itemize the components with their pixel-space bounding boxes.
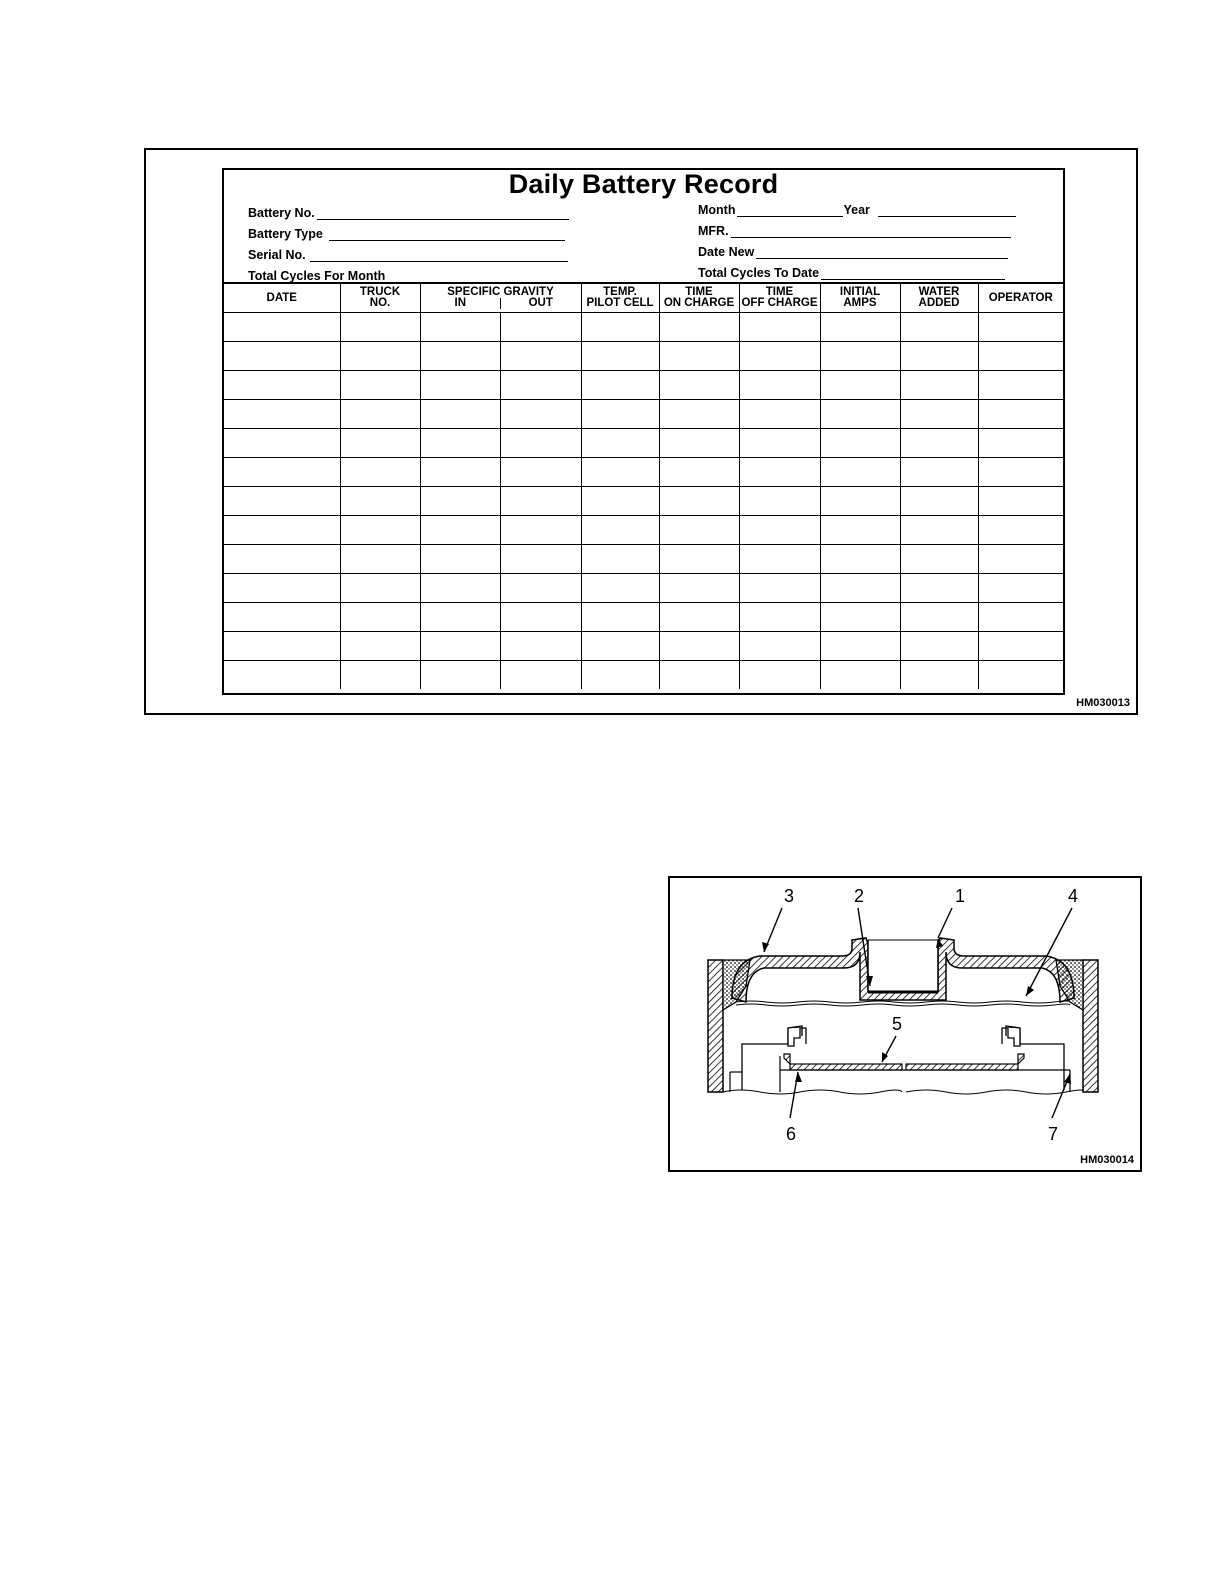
table-cell — [224, 632, 340, 661]
table-cell — [659, 487, 739, 516]
form-title: Daily Battery Record — [508, 169, 779, 199]
table-cell — [900, 313, 978, 342]
table-cell — [739, 661, 820, 690]
field-year: Year — [843, 203, 870, 217]
col-specific-gravity: SPECIFIC GRAVITY IN OUT — [420, 284, 581, 313]
table-cell — [900, 429, 978, 458]
table-cell — [820, 516, 900, 545]
field-mfr: MFR. — [698, 224, 1011, 238]
table-cell — [581, 313, 659, 342]
table-cell — [500, 487, 581, 516]
table-cell — [500, 371, 581, 400]
field-battery-no: Battery No. — [248, 206, 569, 220]
table-cell — [820, 632, 900, 661]
table-cell — [500, 429, 581, 458]
callout-3: 3 — [784, 886, 795, 906]
col-sg-out: OUT — [528, 297, 553, 309]
table-row — [224, 429, 1063, 458]
table-cell — [581, 429, 659, 458]
callout-6: 6 — [786, 1124, 797, 1144]
table-cell — [340, 400, 420, 429]
table-cell — [420, 516, 500, 545]
blank-line — [756, 257, 1008, 259]
table-body — [224, 313, 1063, 690]
table-row — [224, 313, 1063, 342]
table-cell — [900, 400, 978, 429]
table-cell — [739, 574, 820, 603]
table-cell — [739, 458, 820, 487]
table-cell — [420, 371, 500, 400]
table-cell — [820, 371, 900, 400]
blank-line — [731, 236, 1011, 238]
table-cell — [340, 342, 420, 371]
form-header — [224, 170, 1063, 284]
table-cell — [581, 574, 659, 603]
container-wall-left — [708, 960, 723, 1092]
table-cell — [340, 516, 420, 545]
table-cell — [978, 458, 1063, 487]
table-cell — [420, 458, 500, 487]
table-cell — [420, 487, 500, 516]
figure-code: HM030013 — [1076, 697, 1130, 709]
table-cell — [820, 661, 900, 690]
table-cell — [340, 313, 420, 342]
table-cell — [340, 487, 420, 516]
blank-line — [737, 215, 843, 217]
table-cell — [978, 516, 1063, 545]
table-cell — [659, 545, 739, 574]
table-cell — [420, 313, 500, 342]
field-battery-type: Battery Type — [248, 227, 565, 241]
table-cell — [224, 545, 340, 574]
blank-line — [390, 281, 562, 283]
blank-line — [329, 239, 565, 241]
table-cell — [900, 342, 978, 371]
cell-section-diagram — [670, 878, 1140, 1170]
table-cell — [500, 313, 581, 342]
table-cell — [224, 371, 340, 400]
table-cell — [420, 400, 500, 429]
table-cell — [659, 516, 739, 545]
col-sg-in: IN — [421, 298, 502, 309]
blank-line — [317, 218, 569, 220]
blank-line — [878, 215, 1016, 217]
table-row — [224, 487, 1063, 516]
table-cell — [659, 632, 739, 661]
table-cell — [224, 400, 340, 429]
table-cell — [820, 487, 900, 516]
table-cell — [978, 313, 1063, 342]
table-cell — [420, 603, 500, 632]
table-cell — [224, 429, 340, 458]
table-cell — [978, 429, 1063, 458]
callout-1: 1 — [955, 886, 966, 906]
table-cell — [900, 516, 978, 545]
table-cell — [340, 545, 420, 574]
blank-line — [821, 278, 1005, 280]
table-cell — [739, 313, 820, 342]
table-cell — [420, 661, 500, 690]
container-wall-right — [1083, 960, 1098, 1092]
col-operator: OPERATOR — [978, 284, 1063, 313]
table-cell — [581, 516, 659, 545]
table-cell — [820, 400, 900, 429]
field-total-cycles-month: Total Cycles For Month — [248, 269, 562, 283]
table-cell — [500, 574, 581, 603]
table-cell — [581, 342, 659, 371]
table-cell — [581, 632, 659, 661]
table-cell — [659, 429, 739, 458]
table-cell — [978, 400, 1063, 429]
table-cell — [900, 371, 978, 400]
table-cell — [820, 574, 900, 603]
table-cell — [420, 574, 500, 603]
table-cell — [978, 545, 1063, 574]
field-date-new: Date New — [698, 245, 1008, 259]
table-cell — [978, 342, 1063, 371]
table-cell — [581, 371, 659, 400]
table-row — [224, 545, 1063, 574]
table-cell — [340, 458, 420, 487]
table-header-row — [224, 284, 1063, 313]
table-cell — [500, 458, 581, 487]
table-cell — [739, 632, 820, 661]
table-cell — [820, 342, 900, 371]
battery-record-form — [222, 168, 1065, 695]
table-cell — [500, 516, 581, 545]
table-cell — [739, 342, 820, 371]
table-row — [224, 371, 1063, 400]
table-cell — [659, 400, 739, 429]
table-cell — [224, 342, 340, 371]
table-cell — [659, 661, 739, 690]
connector-strap-right — [906, 1064, 1018, 1070]
table-cell — [739, 487, 820, 516]
table-cell — [820, 545, 900, 574]
table-cell — [420, 429, 500, 458]
table-cell — [978, 371, 1063, 400]
table-cell — [900, 487, 978, 516]
table-cell — [340, 603, 420, 632]
table-cell — [224, 516, 340, 545]
table-cell — [500, 632, 581, 661]
table-cell — [739, 603, 820, 632]
electrolyte-level — [736, 1001, 1070, 1003]
table-cell — [659, 371, 739, 400]
table-cell — [820, 458, 900, 487]
col-water-added: WATER ADDED — [900, 284, 978, 313]
table-cell — [659, 458, 739, 487]
blank-line — [310, 260, 568, 262]
col-time-off-charge: TIME OFF CHARGE — [739, 284, 820, 313]
table-cell — [581, 458, 659, 487]
table-cell — [978, 574, 1063, 603]
table-cell — [340, 661, 420, 690]
callout-7: 7 — [1048, 1124, 1059, 1144]
table-cell — [340, 574, 420, 603]
field-total-cycles-to-date: Total Cycles To Date — [698, 266, 1005, 280]
callout-4: 4 — [1068, 886, 1079, 906]
table-cell — [659, 342, 739, 371]
table-cell — [659, 313, 739, 342]
callout-2: 2 — [854, 886, 865, 906]
connector-strap-left — [790, 1064, 902, 1070]
table-cell — [340, 371, 420, 400]
callout-5: 5 — [892, 1014, 903, 1034]
table-cell — [224, 603, 340, 632]
table-cell — [900, 603, 978, 632]
table-cell — [420, 342, 500, 371]
col-temp-pilot-cell: TEMP. PILOT CELL — [581, 284, 659, 313]
table-cell — [500, 661, 581, 690]
table-cell — [340, 632, 420, 661]
table-cell — [978, 661, 1063, 690]
table-row — [224, 516, 1063, 545]
table-cell — [820, 603, 900, 632]
field-serial-no: Serial No. — [248, 248, 568, 262]
table-cell — [224, 574, 340, 603]
table-cell — [340, 429, 420, 458]
table-cell — [420, 545, 500, 574]
table-cell — [500, 400, 581, 429]
table-cell — [224, 458, 340, 487]
table-row — [224, 603, 1063, 632]
table-row — [224, 458, 1063, 487]
col-initial-amps: INITIAL AMPS — [820, 284, 900, 313]
table-cell — [581, 603, 659, 632]
table-cell — [978, 487, 1063, 516]
table-cell — [900, 545, 978, 574]
record-table — [224, 284, 1063, 689]
table-cell — [820, 429, 900, 458]
figure-code: HM030014 — [1080, 1154, 1134, 1166]
table-cell — [739, 545, 820, 574]
table-cell — [224, 313, 340, 342]
table-cell — [500, 545, 581, 574]
col-truck-no: TRUCK NO. — [340, 284, 420, 313]
table-cell — [581, 661, 659, 690]
table-cell — [900, 661, 978, 690]
table-cell — [581, 545, 659, 574]
table-row — [224, 400, 1063, 429]
table-cell — [900, 632, 978, 661]
table-cell — [900, 458, 978, 487]
table-cell — [739, 371, 820, 400]
table-cell — [978, 603, 1063, 632]
table-cell — [420, 632, 500, 661]
table-cell — [739, 400, 820, 429]
table-cell — [978, 632, 1063, 661]
table-row — [224, 342, 1063, 371]
table-cell — [900, 574, 978, 603]
col-date: DATE — [224, 284, 340, 313]
table-cell — [739, 429, 820, 458]
table-cell — [659, 603, 739, 632]
table-row — [224, 574, 1063, 603]
table-cell — [739, 516, 820, 545]
table-cell — [500, 603, 581, 632]
table-cell — [224, 487, 340, 516]
table-cell — [581, 487, 659, 516]
table-cell — [581, 400, 659, 429]
table-row — [224, 632, 1063, 661]
table-cell — [500, 342, 581, 371]
col-time-on-charge: TIME ON CHARGE — [659, 284, 739, 313]
table-cell — [659, 574, 739, 603]
figure-battery-cell-section — [668, 876, 1142, 1172]
table-cell — [820, 313, 900, 342]
field-month: Month Year — [698, 203, 1016, 217]
table-cell — [224, 661, 340, 690]
table-row — [224, 661, 1063, 690]
figure-daily-battery-record — [144, 148, 1138, 715]
